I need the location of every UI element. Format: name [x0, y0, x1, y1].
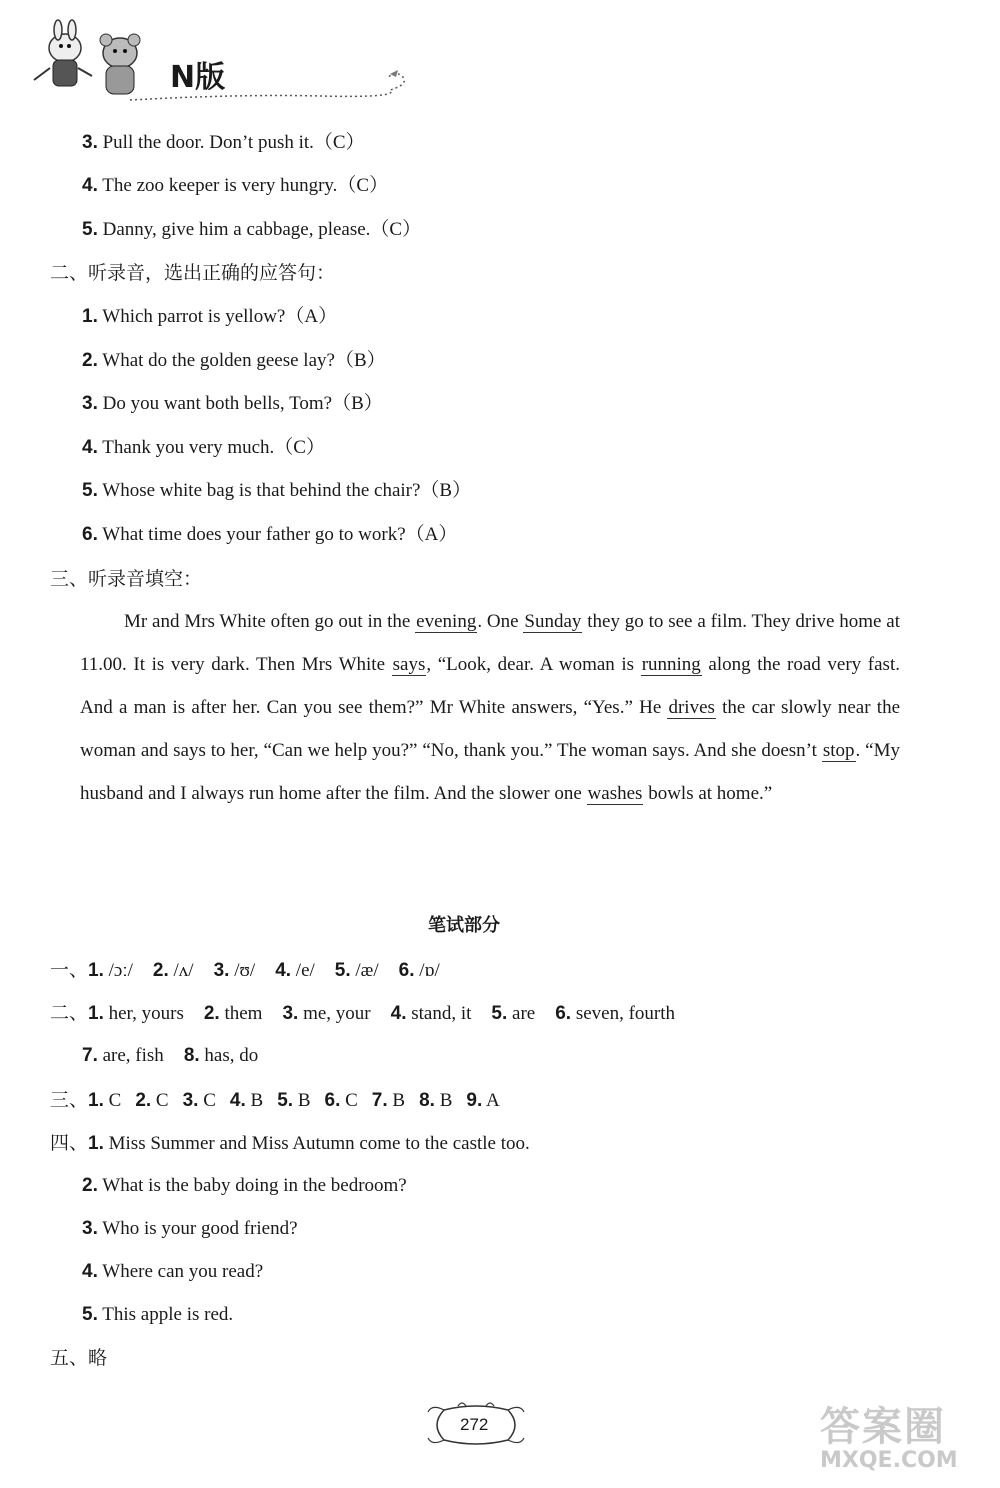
item-number: 6.: [82, 524, 98, 545]
item-text: them: [224, 1003, 263, 1024]
item-text: Do you want both bells, Tom?（B）: [102, 393, 383, 414]
item-number: 6.: [398, 960, 415, 981]
question-prefix: 三、: [50, 1089, 89, 1111]
answer-row: [82, 1044, 258, 1068]
answer-row: [82, 1217, 298, 1241]
item-number: 7.: [82, 1045, 98, 1066]
item-text: Danny, give him a cabbage, please.（C）: [102, 219, 422, 240]
item-number: 6.: [324, 1090, 341, 1111]
section-heading: 二、听录音，选出正确的应答句：: [50, 262, 336, 284]
item-text: her, yours: [108, 1003, 184, 1024]
item-text: Which parrot is yellow?（A）: [102, 306, 338, 327]
watermark-title: 答案圈: [820, 1404, 946, 1450]
passage-text: bowls at home.”: [643, 783, 773, 804]
item-text: /e/: [295, 960, 315, 981]
item-text: B: [250, 1090, 264, 1111]
item-number: 4.: [229, 1090, 246, 1111]
item-text: Thank you very much.（C）: [102, 437, 325, 458]
filled-blank: stop: [822, 740, 855, 761]
item-number: 3.: [82, 1218, 98, 1239]
item-number: 2.: [203, 1003, 220, 1024]
list-item: [82, 392, 383, 416]
item-number: 3.: [82, 393, 98, 414]
answer-row: [50, 958, 440, 983]
passage-text: they go to see a film. They drive home at 11.00. It is very dark. Then Mrs White: [80, 611, 900, 675]
item-number: 5.: [491, 1003, 508, 1024]
item-number: 5.: [82, 219, 98, 240]
answer-row: [50, 1346, 107, 1370]
item-text: What time does your father go to work?（A）: [102, 524, 458, 545]
item-text: C: [203, 1090, 216, 1111]
written-section-title: 笔试部分: [428, 915, 500, 936]
item-text: Where can you read?: [102, 1261, 264, 1282]
passage-text: , “Look, dear. A woman is: [426, 654, 641, 675]
item-number: 2.: [152, 960, 169, 981]
item-number: 2.: [82, 350, 98, 371]
item-text: seven, fourth: [575, 1003, 676, 1024]
answer-row: [50, 1001, 675, 1026]
watermark-logo: [820, 1395, 995, 1485]
list-item: [82, 131, 365, 155]
page-number-badge: [424, 1400, 528, 1450]
list-item: [82, 349, 386, 373]
item-text: Pull the door. Don’t push it.（C）: [102, 132, 365, 153]
item-number: 3.: [282, 1003, 299, 1024]
list-item: [82, 305, 337, 329]
answer-row: [50, 1131, 530, 1156]
item-number: 5.: [334, 960, 351, 981]
list-item: [82, 523, 457, 547]
section-heading: 三、听录音填空：: [50, 568, 203, 590]
item-text: /ʊ/: [234, 960, 256, 981]
item-number: 3.: [182, 1090, 199, 1111]
item-number: 4.: [82, 437, 98, 458]
filled-blank: says: [392, 654, 426, 675]
passage-text: Mr and Mrs White often go out in the: [124, 611, 416, 632]
item-text: A: [485, 1090, 500, 1111]
dotted-underline-decoration: [120, 66, 420, 106]
item-number: 4.: [82, 1261, 98, 1282]
item-text: B: [297, 1090, 311, 1111]
item-number: 2.: [82, 1175, 98, 1196]
item-text: Who is your good friend?: [102, 1218, 298, 1239]
item-text: B: [392, 1090, 406, 1111]
item-text: What do the golden geese lay?（B）: [102, 350, 386, 371]
item-number: 5.: [82, 480, 98, 501]
answer-row: [82, 1303, 233, 1327]
item-text: C: [345, 1090, 358, 1111]
item-number: 1.: [88, 1090, 104, 1111]
passage-text: . One: [477, 611, 524, 632]
item-number: 5.: [82, 1304, 98, 1325]
item-number: 9.: [466, 1090, 483, 1111]
item-text: What is the baby doing in the bedroom?: [102, 1175, 407, 1196]
question-prefix: 四、: [50, 1132, 89, 1154]
item-text: C: [108, 1090, 122, 1111]
cloze-passage: [80, 600, 900, 815]
item-text: 略: [88, 1347, 108, 1369]
list-item: [82, 436, 325, 460]
item-text: The zoo keeper is very hungry.（C）: [102, 175, 389, 196]
list-item: [82, 218, 421, 242]
item-text: are: [512, 1003, 536, 1024]
item-number: 3.: [82, 132, 98, 153]
version-label: N版: [170, 60, 226, 95]
item-number: 1.: [88, 960, 104, 981]
question-prefix: 五、: [50, 1347, 89, 1369]
item-text: This apple is red.: [102, 1304, 234, 1325]
item-text: /ɔː/: [108, 960, 133, 981]
item-text: are, fish: [102, 1045, 164, 1066]
item-number: 3.: [213, 960, 230, 981]
item-number: 4.: [82, 175, 98, 196]
item-number: 7.: [371, 1090, 388, 1111]
item-number: 6.: [555, 1003, 572, 1024]
list-item: [82, 174, 388, 198]
item-text: has, do: [204, 1045, 259, 1066]
filled-blank: evening: [416, 611, 477, 632]
item-number: 8.: [419, 1090, 435, 1111]
answer-row: [50, 1088, 500, 1113]
filled-blank: washes: [587, 783, 643, 804]
filled-blank: Sunday: [524, 611, 582, 632]
item-number: 2.: [135, 1090, 152, 1111]
item-text: /ɒ/: [419, 960, 440, 981]
filled-blank: drives: [668, 697, 715, 718]
passage-text: the car slowly near the woman and says to her, “Can we help you?” “No, thank you.” The woman says. And she doesn’t: [80, 697, 900, 761]
item-number: 1.: [88, 1003, 104, 1024]
item-text: B: [439, 1090, 453, 1111]
item-number: 1.: [88, 1133, 104, 1154]
list-item: [82, 479, 471, 503]
item-number: 1.: [82, 306, 98, 327]
answer-row: [82, 1260, 263, 1284]
watermark-url: MXQE.COM: [820, 1448, 958, 1473]
item-number: 8.: [183, 1045, 200, 1066]
answer-row: [82, 1174, 407, 1198]
item-text: stand, it: [411, 1003, 472, 1024]
page-number: 272: [460, 1415, 489, 1434]
header-decoration: [20, 18, 420, 108]
passage-text: along the road very fast. And a man is after her. Can you see them?” Mr White answers, “Yes.” He: [80, 654, 900, 718]
passage-text: . “My husband and I always run home after the film. And the slower one: [80, 740, 900, 804]
item-number: 4.: [390, 1003, 407, 1024]
question-prefix: 二、: [50, 1002, 89, 1024]
question-prefix: 一、: [50, 959, 89, 981]
item-number: 5.: [277, 1090, 294, 1111]
item-text: /æ/: [355, 960, 379, 981]
item-text: Whose white bag is that behind the chair?（B）: [102, 480, 472, 501]
filled-blank: running: [641, 654, 701, 675]
item-text: C: [155, 1090, 169, 1111]
item-text: Miss Summer and Miss Autumn come to the castle too.: [108, 1133, 530, 1154]
item-text: me, your: [303, 1003, 371, 1024]
item-text: /ʌ/: [173, 960, 194, 981]
item-number: 4.: [275, 960, 292, 981]
